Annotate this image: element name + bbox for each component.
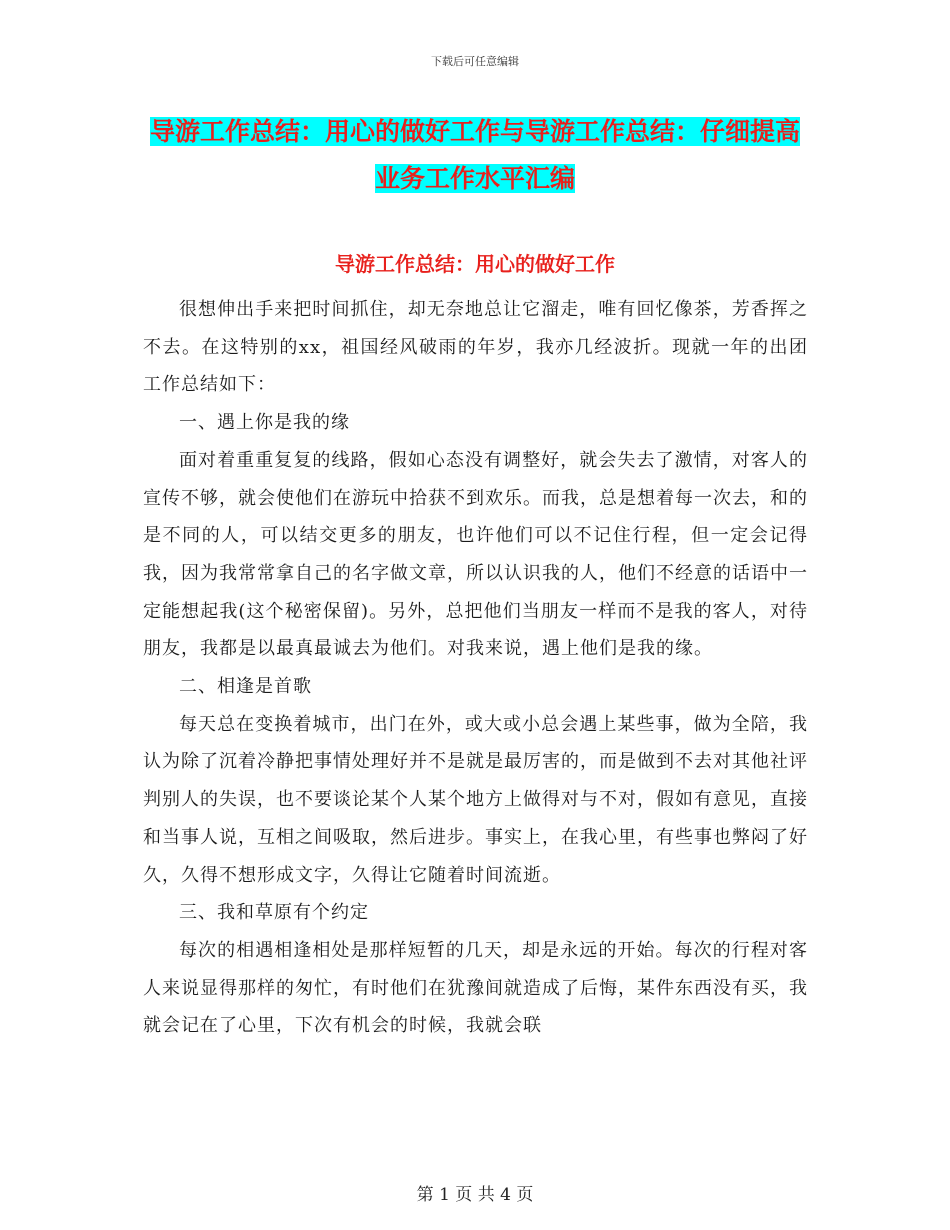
heading-3: 三、我和草原有个约定: [179, 902, 369, 924]
section-title: 导游工作总结：用心的做好工作: [335, 252, 615, 276]
paragraph-3: 每次的相遇相逢相处是那样短暂的几天，却是永远的开始。每次的行程对客人来说显得那样的匆忙，有时他们在犹豫间就造成了后悔，某件东西没有买，我就会记在了心里，下次有机会的时候，我就会联: [143, 939, 808, 1037]
heading-1: 一、遇上你是我的缘: [179, 412, 350, 434]
paragraph-intro: 很想伸出手来把时间抓住，却无奈地总让它溜走，唯有回忆像茶，芳香挥之不去。在这特别的xx，祖国经风破雨的年岁，我亦几经波折。现就一年的出团工作总结如下：: [143, 299, 808, 396]
paragraph-2: 每天总在变换着城市，出门在外，或大或小总会遇上某些事，做为全陪，我认为除了沉着冷静把事情处理好并不是就是最厉害的，而是做到不去对其他社评判别人的失误，也不要谈论某个人某个地方上做得对与不对，假如有意见，直接和当事人说，互相之间吸取，然后进步。事实上，在我心里，有些事也弊闷了好久，久得不想形成文字，久得让它随着时间流逝。: [143, 713, 808, 886]
heading-2: 二、相逢是首歌: [179, 676, 312, 698]
paragraph-1: 面对着重重复复的线路，假如心态没有调整好，就会失去了激情，对客人的宣传不够，就会使他们在游玩中拾获不到欢乐。而我，总是想着每一次去，和的是不同的人，可以结交更多的朋友，也许他们可以不记住行程，但一定会记得我，因为我常常拿自己的名字做文章，所以认识我的人，他们不经意的话语中一定能想起我(这个秘密保留)。另外，总把他们当朋友一样而不是我的客人，对待朋友，我都是以最真最诚去为他们。对我来说，遇上他们是我的缘。: [143, 449, 808, 660]
document-title: [150, 108, 800, 202]
document-title-text: 导游工作总结：用心的做好工作与导游工作总结：仔细提高业务工作水平汇编: [150, 117, 801, 193]
page-footer: 第 1 页 共 4 页: [416, 1185, 534, 1205]
header-note: 下载后可任意编辑: [431, 55, 519, 68]
body-text: [143, 291, 808, 1045]
